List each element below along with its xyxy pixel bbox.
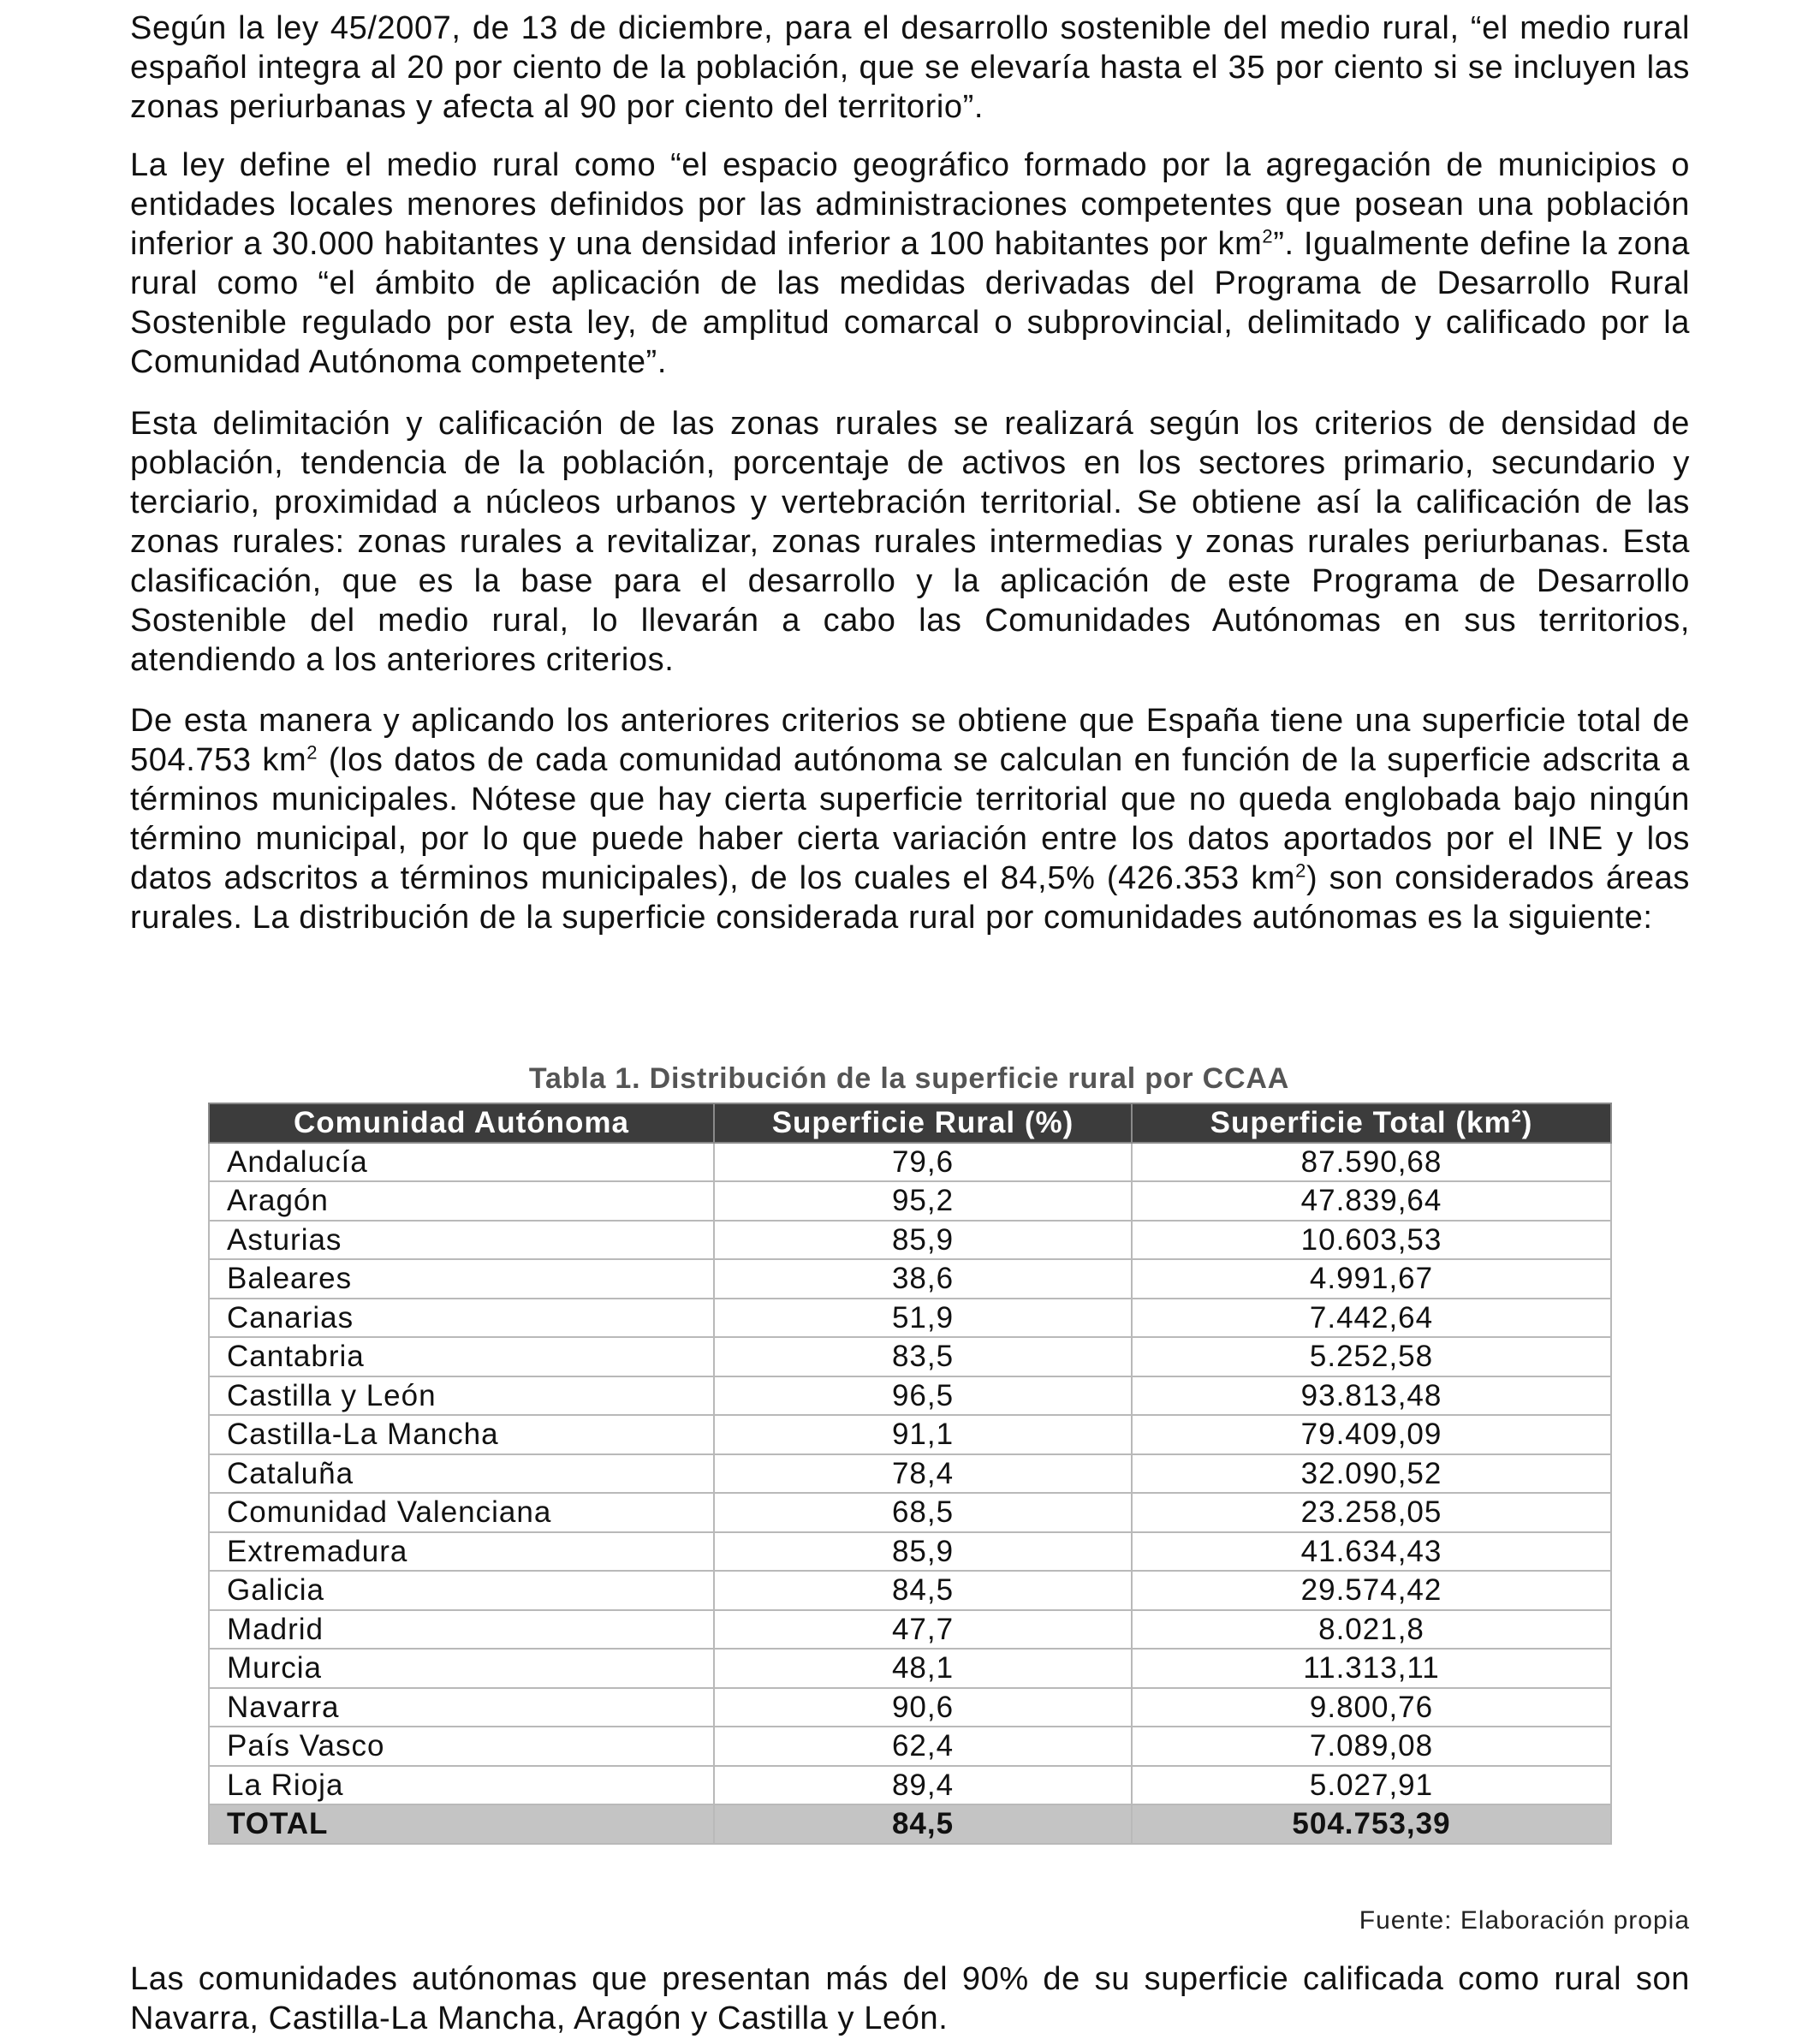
table-row (209, 1376, 1611, 1416)
cell-superficie-total: 504.753,39 (1132, 1804, 1611, 1844)
cell-comunidad: Aragón (209, 1181, 714, 1221)
cell-comunidad: Murcia (209, 1649, 714, 1688)
cell-comunidad: La Rioja (209, 1766, 714, 1805)
table-row (209, 1143, 1611, 1182)
cell-superficie-rural: 89,4 (714, 1766, 1132, 1805)
cell-comunidad: Extremadura (209, 1532, 714, 1572)
paragraph-definicion-medio-rural (130, 146, 1690, 382)
cell-comunidad: Galicia (209, 1571, 714, 1610)
paragraph-ley-45-2007: Según la ley 45/2007, de 13 de diciembre, para el desarrollo sostenible del medio rural, “el medio rural español integra al 20 por ciento de la población, que se elevaría hasta el 35 por ciento si se incluyen las zonas periurbanas y afecta al 90 por ciento del territorio”. (130, 10, 1690, 125)
table-header-row (209, 1103, 1611, 1143)
cell-superficie-rural: 84,5 (714, 1804, 1132, 1844)
cell-superficie-total: 93.813,48 (1132, 1376, 1611, 1416)
cell-superficie-rural: 90,6 (714, 1688, 1132, 1727)
cell-superficie-rural: 51,9 (714, 1299, 1132, 1338)
cell-superficie-total: 8.021,8 (1132, 1610, 1611, 1650)
rural-surface-table (208, 1103, 1612, 1845)
cell-superficie-total: 47.839,64 (1132, 1181, 1611, 1221)
paragraph-conclusion: Las comunidades autónomas que presentan más del 90% de su superficie calificada como rural son Navarra, Castilla-La Mancha, Aragón y Castilla y León. (130, 1961, 1690, 2036)
paragraph-superficie-total (130, 701, 1690, 937)
cell-superficie-rural: 78,4 (714, 1454, 1132, 1494)
cell-superficie-total: 9.800,76 (1132, 1688, 1611, 1727)
table-row (209, 1571, 1611, 1610)
cell-superficie-total: 4.991,67 (1132, 1259, 1611, 1299)
cell-comunidad: Castilla-La Mancha (209, 1415, 714, 1454)
paragraph-text: ) son considerados áreas rurales. La distribución de la superficie considerada rural por comunidades autónomas es la siguiente: (130, 860, 1690, 936)
cell-superficie-rural: 79,6 (714, 1143, 1132, 1182)
paragraph-text: De esta manera y aplicando los anteriores criterios se obtiene que España tiene una superficie total de 504.753 km (130, 703, 1690, 778)
cell-superficie-rural: 85,9 (714, 1532, 1132, 1572)
cell-superficie-rural: 83,5 (714, 1337, 1132, 1376)
cell-superficie-total: 29.574,42 (1132, 1571, 1611, 1610)
cell-superficie-rural: 48,1 (714, 1649, 1132, 1688)
cell-superficie-total: 11.313,11 (1132, 1649, 1611, 1688)
cell-comunidad: Asturias (209, 1221, 714, 1260)
header-text: ) (1521, 1106, 1533, 1140)
cell-comunidad: Navarra (209, 1688, 714, 1727)
cell-superficie-total: 79.409,09 (1132, 1415, 1611, 1454)
cell-superficie-rural: 91,1 (714, 1415, 1132, 1454)
cell-superficie-total: 41.634,43 (1132, 1532, 1611, 1572)
cell-superficie-total: 10.603,53 (1132, 1221, 1611, 1260)
superscript: 2 (1295, 859, 1306, 882)
header-text: Superficie Total (km (1210, 1106, 1512, 1140)
cell-superficie-total: 87.590,68 (1132, 1143, 1611, 1182)
table-row (209, 1727, 1611, 1766)
cell-superficie-rural: 96,5 (714, 1376, 1132, 1416)
cell-comunidad: Madrid (209, 1610, 714, 1650)
cell-superficie-rural: 68,5 (714, 1493, 1132, 1532)
table-row (209, 1181, 1611, 1221)
table-row (209, 1299, 1611, 1338)
header-comunidad: Comunidad Autónoma (209, 1103, 714, 1143)
table-row (209, 1493, 1611, 1532)
table-row (209, 1610, 1611, 1650)
cell-superficie-rural: 38,6 (714, 1259, 1132, 1299)
cell-superficie-total: 5.252,58 (1132, 1337, 1611, 1376)
paragraph-delimitacion-zonas: Esta delimitación y calificación de las zonas rurales se realizará según los criterios de densidad de población, tendencia de la población, porcentaje de activos en los sectores primario, secundario y terciario, proximidad a núcleos urbanos y vertebración territorial. Se obtiene así la calificación de las zonas rurales: zonas rurales a revitalizar, zonas rurales intermedias y zonas rurales periurbanas. Esta clasificación, que es la base para el desarrollo y la aplicación de este Programa de Desarrollo Sostenible del medio rural, lo llevarán a cabo las Comunidades Autónomas en sus territorios, atendiendo a los anteriores criterios. (130, 406, 1690, 678)
cell-comunidad: Andalucía (209, 1143, 714, 1182)
superscript: 2 (306, 741, 318, 764)
cell-superficie-total: 5.027,91 (1132, 1766, 1611, 1805)
cell-superficie-rural: 62,4 (714, 1727, 1132, 1766)
cell-superficie-total: 32.090,52 (1132, 1454, 1611, 1494)
superscript: 2 (1511, 1107, 1522, 1127)
cell-superficie-total: 7.089,08 (1132, 1727, 1611, 1766)
table-row (209, 1337, 1611, 1376)
table-row (209, 1766, 1611, 1805)
table-row (209, 1688, 1611, 1727)
table-row (209, 1454, 1611, 1494)
cell-superficie-rural: 85,9 (714, 1221, 1132, 1260)
cell-superficie-total: 7.442,64 (1132, 1299, 1611, 1338)
table-body (209, 1143, 1611, 1844)
table-caption: Tabla 1. Distribución de la superficie rural por CCAA (528, 1062, 1290, 1095)
cell-superficie-rural: 84,5 (714, 1571, 1132, 1610)
table-row (209, 1221, 1611, 1260)
cell-comunidad: Cataluña (209, 1454, 714, 1494)
superscript: 2 (1262, 225, 1274, 247)
cell-comunidad: TOTAL (209, 1804, 714, 1844)
cell-comunidad: Comunidad Valenciana (209, 1493, 714, 1532)
table-total-row (209, 1804, 1611, 1844)
table-row (209, 1259, 1611, 1299)
table-row (209, 1649, 1611, 1688)
cell-comunidad: País Vasco (209, 1727, 714, 1766)
cell-comunidad: Castilla y León (209, 1376, 714, 1416)
cell-comunidad: Cantabria (209, 1337, 714, 1376)
cell-superficie-rural: 95,2 (714, 1181, 1132, 1221)
cell-comunidad: Canarias (209, 1299, 714, 1338)
paragraph-text: La ley define el medio rural como “el espacio geográfico formado por la agregación de municipios o entidades locales menores definidos por las administraciones competentes que posean una población inferior a 30.000 habitantes y una densidad inferior a 100 habitantes por km (130, 147, 1690, 262)
header-superficie-total (1132, 1103, 1611, 1143)
paragraph-text: ”. Igualmente define la zona rural como “el ámbito de aplicación de las medidas derivadas del Programa de Desarrollo Rural Sostenible regulado por esta ley, de amplitud comarcal o subprovincial, delimitado y calificado por la Comunidad Autónoma competente”. (130, 226, 1690, 380)
cell-superficie-rural: 47,7 (714, 1610, 1132, 1650)
cell-comunidad: Baleares (209, 1259, 714, 1299)
header-superficie-rural: Superficie Rural (%) (714, 1103, 1132, 1143)
cell-superficie-total: 23.258,05 (1132, 1493, 1611, 1532)
paragraph-text: (los datos de cada comunidad autónoma se calculan en función de la superficie adscrita a términos municipales. Nótese que hay cierta superficie territorial que no queda englobada bajo ningún término municipal, por lo que puede haber cierta variación entre los datos aportados por el INE y los datos adscritos a términos municipales), de los cuales el 84,5% (426.353 km (130, 742, 1690, 896)
table-row (209, 1415, 1611, 1454)
table-section (208, 1061, 1610, 1845)
table-source-note: Fuente: Elaboración propia (1359, 1906, 1690, 1935)
table-row (209, 1532, 1611, 1572)
